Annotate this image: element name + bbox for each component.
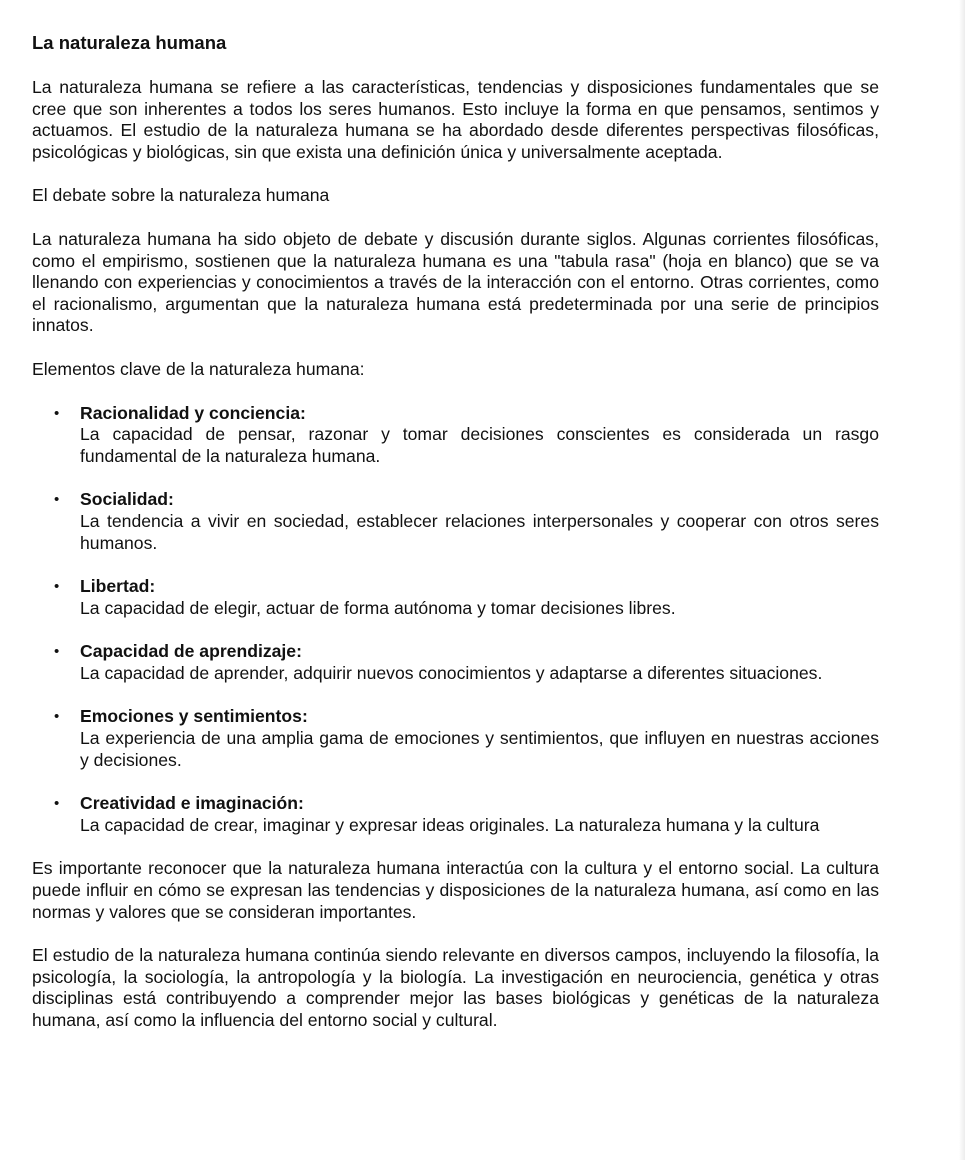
list-item-text: La experiencia de una amplia gama de emociones y sentimientos, que influyen en nuestras acciones y decisiones. <box>80 728 879 770</box>
list-item <box>32 641 879 684</box>
debate-heading: El debate sobre la naturaleza humana <box>32 185 330 206</box>
list-item-title: Socialidad: <box>80 489 174 510</box>
closing-paragraph: El estudio de la naturaleza humana continúa siendo relevante en diversos campos, incluyendo la filosofía, la psicología, la sociología, la antropología y la biología. La investigación en neurociencia, genética y otras disciplinas está contribuyendo a comprender mejor las bases biológicas y genéticas de la naturaleza humana, así como la influencia del entorno social y cultural. <box>32 945 879 1030</box>
intro-paragraph: La naturaleza humana se refiere a las características, tendencias y disposiciones fundamentales que se cree que son inherentes a todos los seres humanos. Esto incluye la forma en que pensamos, sentimos y actuamos. El estudio de la naturaleza humana se ha abordado desde diferentes perspectivas filosóficas, psicológicas y biológicas, sin que exista una definición única y universalmente aceptada. <box>32 77 879 162</box>
list-item-title: Creatividad e imaginación: <box>80 793 304 814</box>
bullet-icon: • <box>54 491 60 509</box>
list-item-title: Libertad: <box>80 576 156 597</box>
list-item-text: La capacidad de elegir, actuar de forma autónoma y tomar decisiones libres. <box>80 597 676 618</box>
list-item-title: Capacidad de aprendizaje: <box>80 641 302 662</box>
list-item-text: La capacidad de crear, imaginar y expresar ideas originales. La naturaleza humana y la cultura <box>80 814 820 835</box>
list-item-title: Racionalidad y conciencia: <box>80 402 306 423</box>
debate-paragraph: La naturaleza humana ha sido objeto de debate y discusión durante siglos. Algunas corrientes filosóficas, como el empirismo, sostienen que la naturaleza humana es una "tabula rasa" (hoja en blanco) que se va llenando con experiencias y conocimientos a través de la interacción con el entorno. Otras corrientes, como el racionalismo, argumentan que la naturaleza humana está predeterminada por una serie de principios innatos. <box>32 228 879 336</box>
culture-paragraph: Es importante reconocer que la naturaleza humana interactúa con la cultura y el entorno social. La cultura puede influir en cómo se expresan las tendencias y disposiciones de la naturaleza humana, así como en las normas y valores que se consideran importantes. <box>32 858 879 922</box>
list-item <box>32 576 879 619</box>
list-item <box>32 403 879 468</box>
bullet-icon: • <box>54 578 60 596</box>
list-item-text: La capacidad de aprender, adquirir nuevos conocimientos y adaptarse a diferentes situaciones. <box>80 662 823 683</box>
document-body <box>32 31 879 1054</box>
bullet-icon: • <box>54 404 60 422</box>
list-item-text: La capacidad de pensar, razonar y tomar decisiones conscientes es considerada un rasgo fundamental de la naturaleza humana. <box>80 424 879 466</box>
bullet-icon: • <box>54 795 60 813</box>
list-item <box>32 489 879 554</box>
elements-heading: Elementos clave de la naturaleza humana: <box>32 358 365 379</box>
page-edge-shadow <box>959 0 965 1160</box>
list-item <box>32 793 879 836</box>
bullet-icon: • <box>54 643 60 661</box>
elements-list <box>32 403 879 837</box>
list-item-text: La tendencia a vivir en sociedad, establecer relaciones interpersonales y cooperar con otros seres humanos. <box>80 510 879 553</box>
bullet-icon: • <box>54 708 60 726</box>
document-title: La naturaleza humana <box>32 32 227 53</box>
list-item-title: Emociones y sentimientos: <box>80 706 308 727</box>
list-item <box>32 706 879 771</box>
